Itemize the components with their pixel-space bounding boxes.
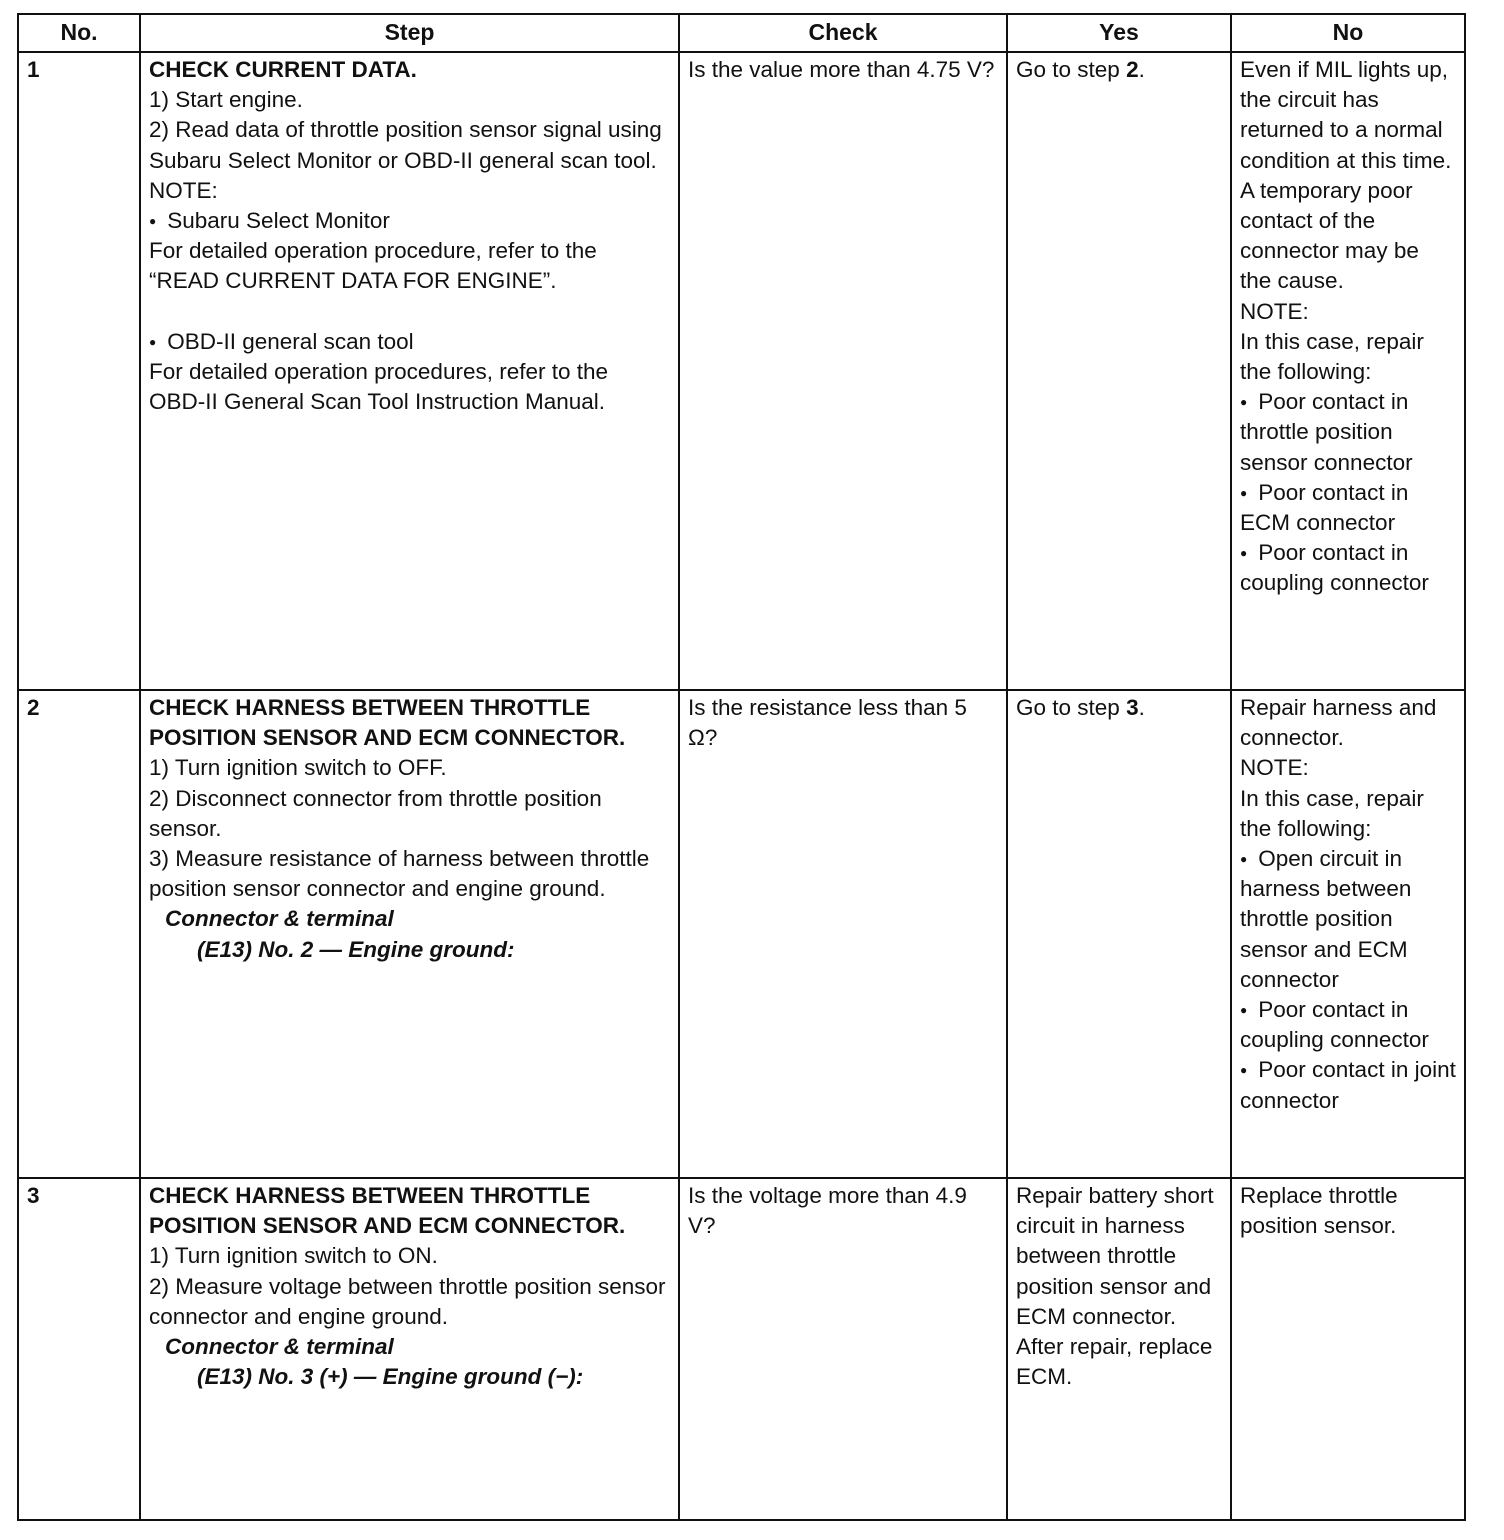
no-text: Repair harness and connector.: [1240, 695, 1437, 751]
step-line: 2) Measure voltage between throttle position sensor connector and engine ground.: [149, 1273, 666, 1329]
yes-suffix: .: [1138, 57, 1145, 82]
spec-label: Connector & terminal: [165, 1334, 394, 1360]
step-line: 3) Measure resistance of harness between throttle position sensor connector and engine ground.: [149, 846, 650, 902]
no-cell: Replace throttle position sensor.: [1231, 1178, 1465, 1520]
no-bullet: [1240, 995, 1456, 1055]
diagnostic-table: [17, 13, 1466, 1521]
no-bullet-text: Poor contact in ECM connector: [1240, 479, 1409, 536]
no-bullet: [1240, 478, 1456, 538]
yes-cell: [1007, 690, 1231, 1178]
header-no: No.: [18, 14, 140, 52]
no-bullet-text: Poor contact in joint connector: [1240, 1057, 1456, 1113]
yes-step-ref: 2: [1126, 57, 1139, 82]
no-bullet-text: Poor contact in coupling connector: [1240, 997, 1429, 1053]
no-bullet: [1240, 844, 1456, 995]
no-bullet: [1240, 538, 1456, 598]
step-cell: [140, 52, 679, 690]
step-line: 1) Turn ignition switch to OFF.: [149, 755, 447, 781]
no-note-label: NOTE:: [1240, 298, 1309, 324]
header-no-action: No: [1231, 14, 1465, 52]
step-line: 2) Disconnect connector from throttle position sensor.: [149, 785, 602, 841]
yes-cell: Repair battery short circuit in harness between throttle position sensor and ECM connector. After repair, replace ECM.: [1007, 1178, 1231, 1520]
no-note-text: In this case, repair the following:: [1240, 785, 1424, 841]
check-cell: Is the value more than 4.75 V?: [679, 52, 1007, 690]
yes-suffix: .: [1138, 695, 1145, 720]
check-cell: Is the voltage more than 4.9 V?: [679, 1178, 1007, 1520]
step-title: CHECK HARNESS BETWEEN THROTTLE POSITION SENSOR AND ECM CONNECTOR.: [149, 1183, 626, 1239]
no-cell: [1231, 52, 1465, 690]
table-row: [18, 1178, 1465, 1520]
no-note-label: NOTE:: [1240, 755, 1309, 781]
yes-prefix: Go to step: [1016, 695, 1127, 720]
step-line: 2) Read data of throttle position sensor signal using Subaru Select Monitor or OBD-II general scan tool.: [149, 117, 662, 173]
step-cell: [140, 1178, 679, 1520]
no-bullet: [1240, 387, 1456, 478]
table-row: [18, 52, 1465, 690]
no-bullet-text: Open circuit in harness between throttle position sensor and ECM connector: [1240, 846, 1412, 992]
note-bullet: [149, 206, 670, 236]
yes-step-ref: 3: [1126, 695, 1139, 720]
no-bullet-text: Poor contact in throttle position sensor connector: [1240, 389, 1413, 475]
note-item: OBD-II general scan tool: [167, 328, 414, 354]
yes-cell: [1007, 52, 1231, 690]
step-title: CHECK CURRENT DATA.: [149, 57, 417, 82]
note-bullet: [149, 327, 670, 357]
no-note-text: In this case, repair the following:: [1240, 328, 1424, 385]
spec-value: (E13) No. 2 — Engine ground:: [197, 936, 515, 962]
row-number: 3: [18, 1178, 140, 1520]
step-title: CHECK HARNESS BETWEEN THROTTLE POSITION SENSOR AND ECM CONNECTOR.: [149, 695, 626, 751]
spec-value: (E13) No. 3 (+) — Engine ground (−):: [197, 1364, 584, 1390]
header-check: Check: [679, 14, 1007, 52]
row-number: 2: [18, 690, 140, 1178]
header-yes: Yes: [1007, 14, 1231, 52]
header-row: [18, 14, 1465, 52]
row-number: 1: [18, 52, 140, 690]
spec-label: Connector & terminal: [165, 906, 394, 932]
no-bullet-text: Poor contact in coupling connector: [1240, 540, 1429, 596]
note-text: For detailed operation procedures, refer to the OBD-II General Scan Tool Instruction Manual.: [149, 358, 609, 415]
yes-prefix: Go to step: [1016, 57, 1127, 82]
step-note-label: NOTE:: [149, 177, 218, 203]
table-row: [18, 690, 1465, 1178]
spacer: [149, 297, 670, 327]
no-bullet: [1240, 1055, 1456, 1115]
header-step: Step: [140, 14, 679, 52]
note-text: For detailed operation procedure, refer to the “READ CURRENT DATA FOR ENGINE”.: [149, 238, 597, 294]
step-line: 1) Start engine.: [149, 87, 303, 113]
no-text: Even if MIL lights up, the circuit has returned to a normal condition at this time. A temporary poor contact of the connector may be the cause.: [1240, 57, 1452, 294]
no-cell: [1231, 690, 1465, 1178]
note-item: Subaru Select Monitor: [167, 208, 390, 234]
check-cell: Is the resistance less than 5 Ω?: [679, 690, 1007, 1178]
step-line: 1) Turn ignition switch to ON.: [149, 1243, 438, 1269]
step-cell: [140, 690, 679, 1178]
